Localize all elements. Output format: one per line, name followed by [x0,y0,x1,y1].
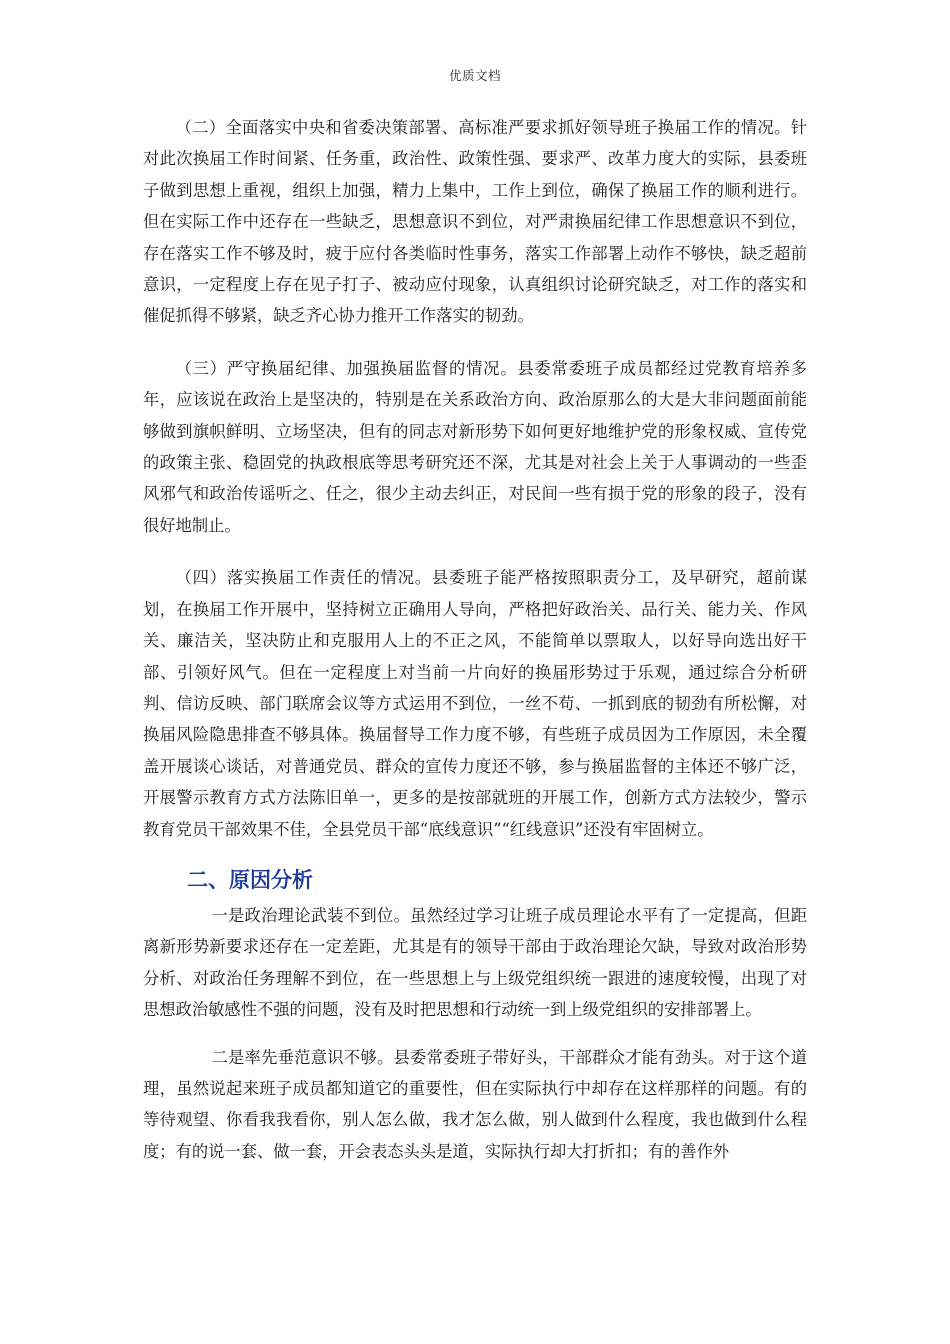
document-body [143,112,807,1167]
paragraph-section-2: （二）全面落实中央和省委决策部署、高标准严要求抓好领导班子换届工作的情况。针对此次换届工作时间紧、任务重，政治性、政策性强、要求严、改革力度大的实际，县委班子做到思想上重视，组织上加强，精力上集中，工作上到位，确保了换届工作的顺利进行。但在实际工作中还存在一些缺乏，思想意识不到位，对严肃换届纪律工作思想意识不到位，存在落实工作不够及时，疲于应付各类临时性事务，落实工作部署上动作不够快，缺乏超前意识，一定程度上存在见子打子、被动应付现象，认真组织讨论研究缺乏，对工作的落实和催促抓得不够紧，缺乏齐心协力推开工作落实的韧劲。 [143,118,807,326]
paragraph-cause-1: 一是政治理论武装不到位。虽然经过学习让班子成员理论水平有了一定提高，但距离新形势新要求还存在一定差距，尤其是有的领导干部由于政治理论欠缺，导致对政治形势分析、对政治任务理解不到位，在一些思想上与上级党组织统一跟进的速度较慢，出现了对思想政治敏感性不强的问题，没有及时把思想和行动统一到上级党组织的安排部署上。 [143,905,807,1020]
page-header: 优质文档 [448,68,501,83]
section-heading-cause-analysis: 二、原因分析 [187,867,313,892]
paragraph-cause-2: 二是率先垂范意识不够。县委常委班子带好头，干部群众才能有劲头。对于这个道理，虽然说起来班子成员都知道它的重要性，但在实际执行中却存在这样那样的问题。有的等待观望、你看我我看你，别人怎么做，我才怎么做，别人做到什么程度，我也做到什么程度；有的说一套、做一套，开会表态头头是道，实际执行却大打折扣；有的善作外 [143,1047,807,1161]
paragraph-section-3: （三）严守换届纪律、加强换届监督的情况。县委常委班子成员都经过党教育培养多年，应该说在政治上是坚决的，特别是在关系政治方向、政治原那么的大是大非问题面前能够做到旗帜鲜明、立场坚决，但有的同志对新形势下如何更好地维护党的形象权威、宣传党的政策主张、稳固党的执政根底等思考研究还不深，尤其是对社会上关于人事调动的一些歪风邪气和政治传谣听之、任之，很少主动去纠正，对民间一些有损于党的形象的段子，没有很好地制止。 [143,358,807,535]
paragraph-section-4: （四）落实换届工作责任的情况。县委班子能严格按照职责分工，及早研究，超前谋划，在换届工作开展中，坚持树立正确用人导向，严格把好政治关、品行关、能力关、作风关、廉洁关，坚决防止和克服用人上的不正之风，不能简单以票取人，以好导向选出好干部、引领好风气。但在一定程度上对当前一片向好的换届形势过于乐观，通过综合分析研判、信访反映、部门联席会议等方式运用不到位，一丝不苟、一抓到底的韧劲有所松懈，对换届风险隐患排查不够具体。换届督导工作力度不够，有些班子成员因为工作原因，未全覆盖开展谈心谈话，对普通党员、群众的宣传力度还不够，参与换届监督的主体还不够广泛，开展警示教育方式方法陈旧单一，更多的是按部就班的开展工作，创新方式方法较少，警示教育党员干部效果不佳，全县党员干部“底线意识”“红线意识”还没有牢固树立。 [143,568,807,839]
